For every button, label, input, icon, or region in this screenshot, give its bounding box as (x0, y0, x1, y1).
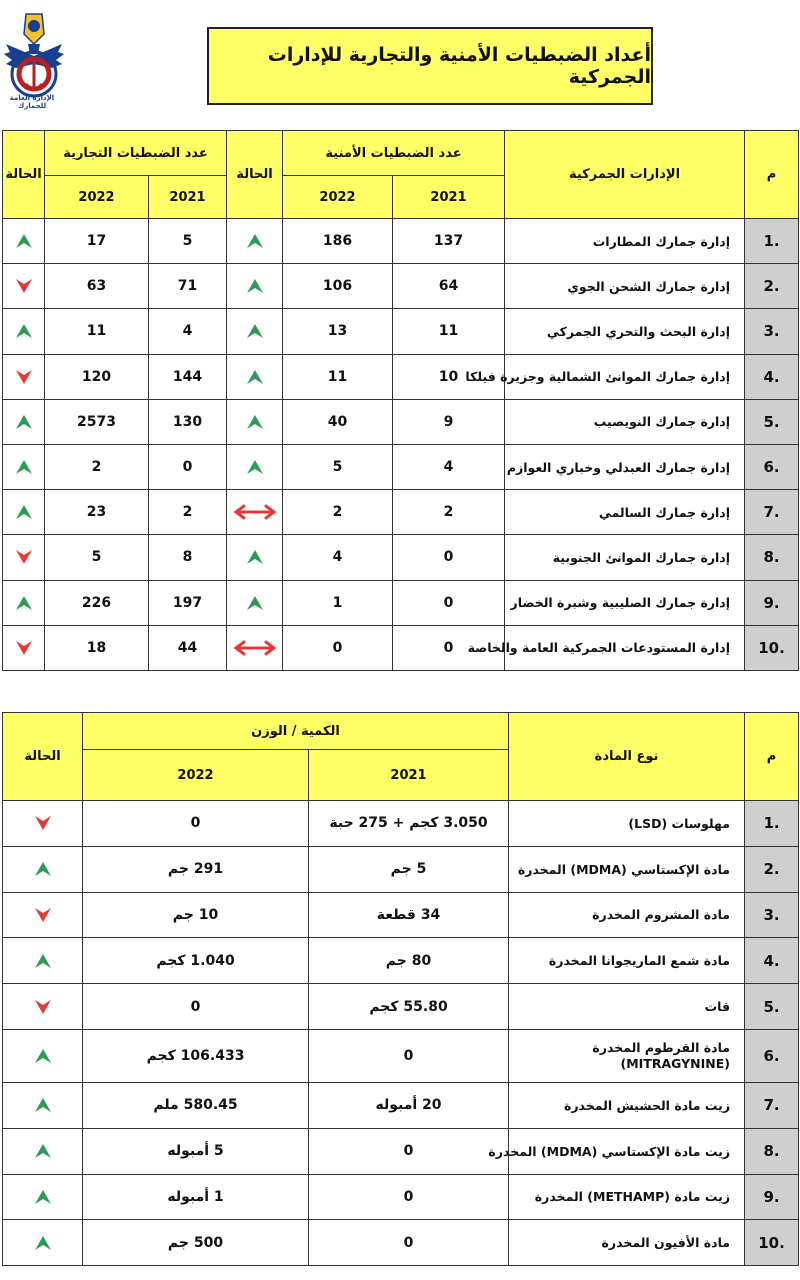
row-index: 8. (745, 1128, 799, 1174)
security-2021-value: 137 (393, 219, 505, 264)
arrow-up-icon (246, 278, 264, 294)
security-2022-value: 11 (283, 354, 393, 399)
commercial-2022-value: 120 (45, 354, 149, 399)
material-name: قات (509, 984, 745, 1030)
commercial-2022-value: 17 (45, 219, 149, 264)
row-index: 9. (745, 1174, 799, 1220)
commercial-2022-value: 2573 (45, 399, 149, 444)
arrow-up-icon (246, 233, 264, 249)
table-row (3, 219, 799, 264)
row-index: 2. (745, 846, 799, 892)
arrow-up-icon (15, 595, 33, 611)
security-2021-value: 4 (393, 444, 505, 489)
col-commercial-2021-header: 2021 (149, 176, 227, 219)
material-name: مادة القرطوم المخدرة (MITRAGYNINE) (509, 1029, 745, 1082)
commercial-status (3, 354, 45, 399)
commercial-2021-value: 44 (149, 625, 227, 670)
commercial-2021-value: 144 (149, 354, 227, 399)
arrow-down-icon (15, 278, 33, 294)
status (3, 1174, 83, 1220)
arrow-up-icon (246, 595, 264, 611)
security-status (227, 219, 283, 264)
arrow-up-icon (34, 1189, 52, 1205)
arrow-left-right-icon (232, 639, 278, 657)
table-row (3, 1082, 799, 1128)
arrow-up-icon (34, 953, 52, 969)
security-2022-value: 40 (283, 399, 393, 444)
arrow-up-icon (15, 459, 33, 475)
security-status (227, 535, 283, 580)
arrow-up-icon (246, 414, 264, 430)
quantity-2021-value: 20 أمبوله (309, 1082, 509, 1128)
department-name: إدارة جمارك السالمي (505, 490, 745, 535)
row-index: 1. (745, 801, 799, 847)
table-row (3, 892, 799, 938)
row-index: 7. (745, 1082, 799, 1128)
security-2022-value: 5 (283, 444, 393, 489)
col-material-header: نوع المادة (509, 713, 745, 801)
arrow-left-right-icon (232, 503, 278, 521)
arrow-up-icon (15, 414, 33, 430)
status (3, 801, 83, 847)
commercial-2022-value: 63 (45, 264, 149, 309)
commercial-status (3, 219, 45, 264)
quantity-2021-value: 80 جم (309, 938, 509, 984)
security-status (227, 490, 283, 535)
security-status (227, 399, 283, 444)
status (3, 892, 83, 938)
quantity-2022-value: 291 جم (83, 846, 309, 892)
commercial-status (3, 264, 45, 309)
arrow-up-icon (246, 323, 264, 339)
row-index: 3. (745, 892, 799, 938)
table-row (3, 580, 799, 625)
logo-text: الإدارة العامة للجمارك (9, 94, 55, 110)
security-2021-value: 10 (393, 354, 505, 399)
security-2021-value: 9 (393, 399, 505, 444)
commercial-2021-value: 71 (149, 264, 227, 309)
commercial-2021-value: 0 (149, 444, 227, 489)
arrow-up-icon (15, 504, 33, 520)
col-department-header: الإدارات الجمركية (505, 131, 745, 219)
arrow-down-icon (34, 999, 52, 1015)
arrow-down-icon (15, 549, 33, 565)
status (3, 938, 83, 984)
table-row (3, 846, 799, 892)
security-2021-value: 11 (393, 309, 505, 354)
arrow-down-icon (15, 640, 33, 656)
table-row (3, 984, 799, 1030)
security-status (227, 444, 283, 489)
quantity-2021-value: 55.80 كجم (309, 984, 509, 1030)
status (3, 846, 83, 892)
material-name: مادة الإكستاسي (MDMA) المخدرة (509, 846, 745, 892)
security-status (227, 264, 283, 309)
col-commercial-status-header: الحالة (3, 131, 45, 219)
commercial-2021-value: 5 (149, 219, 227, 264)
material-name: زيت مادة (METHAMP) المخدرة (509, 1174, 745, 1220)
commercial-status (3, 625, 45, 670)
quantity-2022-value: 10 جم (83, 892, 309, 938)
seizures-by-department-table (2, 130, 799, 671)
quantity-2022-value: 580.45 ملم (83, 1082, 309, 1128)
commercial-status (3, 309, 45, 354)
commercial-status (3, 444, 45, 489)
quantity-2022-value: 1 أمبوله (83, 1174, 309, 1220)
arrow-up-icon (15, 233, 33, 249)
arrow-down-icon (34, 815, 52, 831)
row-index: 8. (745, 535, 799, 580)
arrow-up-icon (15, 323, 33, 339)
arrow-down-icon (15, 369, 33, 385)
security-2021-value: 0 (393, 535, 505, 580)
arrow-up-icon (34, 1143, 52, 1159)
col-security-2021-header: 2021 (393, 176, 505, 219)
row-index: 10. (745, 1220, 799, 1266)
row-index: 2. (745, 264, 799, 309)
quantity-2021-value: 34 قطعة (309, 892, 509, 938)
commercial-2022-value: 11 (45, 309, 149, 354)
security-2021-value: 0 (393, 580, 505, 625)
department-name: إدارة جمارك المطارات (505, 219, 745, 264)
quantity-2022-value: 1.040 كجم (83, 938, 309, 984)
col-2021-header: 2021 (309, 750, 509, 801)
row-index: 10. (745, 625, 799, 670)
row-index: 4. (745, 938, 799, 984)
row-index: 1. (745, 219, 799, 264)
department-name: إدارة جمارك الموانئ الشمالية وجزيرة فيلكا (505, 354, 745, 399)
arrow-up-icon (34, 861, 52, 877)
quantity-2021-value: 0 (309, 1220, 509, 1266)
commercial-2021-value: 8 (149, 535, 227, 580)
quantity-2021-value: 5 جم (309, 846, 509, 892)
table-row (3, 490, 799, 535)
table-row (3, 938, 799, 984)
table-row (3, 535, 799, 580)
arrow-up-icon (246, 549, 264, 565)
material-name: مادة المشروم المخدرة (509, 892, 745, 938)
security-2022-value: 13 (283, 309, 393, 354)
row-index: 6. (745, 1029, 799, 1082)
table-row (3, 625, 799, 670)
quantity-2021-value: 3.050 كجم + 275 حبة (309, 801, 509, 847)
table-row (3, 444, 799, 489)
row-index: 7. (745, 490, 799, 535)
security-status (227, 309, 283, 354)
security-2021-value: 64 (393, 264, 505, 309)
col-security-2022-header: 2022 (283, 176, 393, 219)
row-index: 4. (745, 354, 799, 399)
material-name: مهلوسات (LSD) (509, 801, 745, 847)
department-name: إدارة البحث والتحري الجمركي (505, 309, 745, 354)
commercial-status (3, 490, 45, 535)
commercial-status (3, 580, 45, 625)
table-row (3, 801, 799, 847)
page-title: أعداد الضبطيات الأمنية والتجارية للإدارات الجمركية (207, 27, 653, 105)
quantity-2021-value: 0 (309, 1029, 509, 1082)
material-name: مادة شمع الماريجوانا المخدرة (509, 938, 745, 984)
security-status (227, 580, 283, 625)
quantity-2021-value: 0 (309, 1128, 509, 1174)
table-row (3, 1174, 799, 1220)
department-name: إدارة جمارك الشحن الجوي (505, 264, 745, 309)
col-commercial-2022-header: 2022 (45, 176, 149, 219)
col-2022-header: 2022 (83, 750, 309, 801)
quantity-2022-value: 5 أمبوله (83, 1128, 309, 1174)
status (3, 1029, 83, 1082)
table-row (3, 354, 799, 399)
status (3, 1128, 83, 1174)
col-quantity-group-header: الكمية / الوزن (83, 713, 509, 750)
department-name: إدارة جمارك الصليبية وشبرة الخضار (505, 580, 745, 625)
commercial-status (3, 535, 45, 580)
security-status (227, 625, 283, 670)
arrow-up-icon (34, 1097, 52, 1113)
col-commercial-group-header: عدد الضبطيات التجارية (45, 131, 227, 176)
quantity-2021-value: 0 (309, 1174, 509, 1220)
security-2021-value: 2 (393, 490, 505, 535)
table-row (3, 1128, 799, 1174)
quantity-2022-value: 0 (83, 801, 309, 847)
quantity-2022-value: 106.433 كجم (83, 1029, 309, 1082)
security-2022-value: 0 (283, 625, 393, 670)
material-name: زيت مادة الإكستاسي (MDMA) المخدرة (509, 1128, 745, 1174)
table-row (3, 1029, 799, 1082)
commercial-2021-value: 4 (149, 309, 227, 354)
security-2022-value: 106 (283, 264, 393, 309)
arrow-down-icon (34, 907, 52, 923)
commercial-2022-value: 2 (45, 444, 149, 489)
row-index: 6. (745, 444, 799, 489)
arrow-up-icon (246, 459, 264, 475)
row-index: 5. (745, 984, 799, 1030)
col-index-header: م (745, 131, 799, 219)
security-2021-value: 0 (393, 625, 505, 670)
row-index: 9. (745, 580, 799, 625)
department-name: إدارة جمارك الموانئ الجنوبية (505, 535, 745, 580)
arrow-up-icon (246, 369, 264, 385)
commercial-2021-value: 130 (149, 399, 227, 444)
status (3, 1082, 83, 1128)
security-2022-value: 2 (283, 490, 393, 535)
security-2022-value: 186 (283, 219, 393, 264)
department-name: إدارة جمارك العبدلي وخباري العوازم (505, 444, 745, 489)
security-2022-value: 1 (283, 580, 393, 625)
commercial-status (3, 399, 45, 444)
table-row (3, 264, 799, 309)
commercial-2022-value: 23 (45, 490, 149, 535)
col-status-header: الحالة (3, 713, 83, 801)
commercial-2022-value: 18 (45, 625, 149, 670)
quantity-2022-value: 0 (83, 984, 309, 1030)
table-row (3, 399, 799, 444)
col-security-status-header: الحالة (227, 131, 283, 219)
drug-seizures-table (2, 712, 799, 1266)
table-row (3, 309, 799, 354)
security-status (227, 354, 283, 399)
col-security-group-header: عدد الضبطيات الأمنية (283, 131, 505, 176)
status (3, 1220, 83, 1266)
commercial-2022-value: 5 (45, 535, 149, 580)
security-2022-value: 4 (283, 535, 393, 580)
row-index: 5. (745, 399, 799, 444)
quantity-2022-value: 500 جم (83, 1220, 309, 1266)
table-row (3, 1220, 799, 1266)
arrow-up-icon (34, 1048, 52, 1064)
col-index-header: م (745, 713, 799, 801)
commercial-2021-value: 197 (149, 580, 227, 625)
commercial-2022-value: 226 (45, 580, 149, 625)
material-name: مادة الأفيون المخدرة (509, 1220, 745, 1266)
material-name: زيت مادة الحشيش المخدرة (509, 1082, 745, 1128)
row-index: 3. (745, 309, 799, 354)
status (3, 984, 83, 1030)
commercial-2021-value: 2 (149, 490, 227, 535)
department-name: إدارة المستودعات الجمركية العامة والخاصة (505, 625, 745, 670)
department-name: إدارة جمارك النويصيب (505, 399, 745, 444)
arrow-up-icon (34, 1235, 52, 1251)
